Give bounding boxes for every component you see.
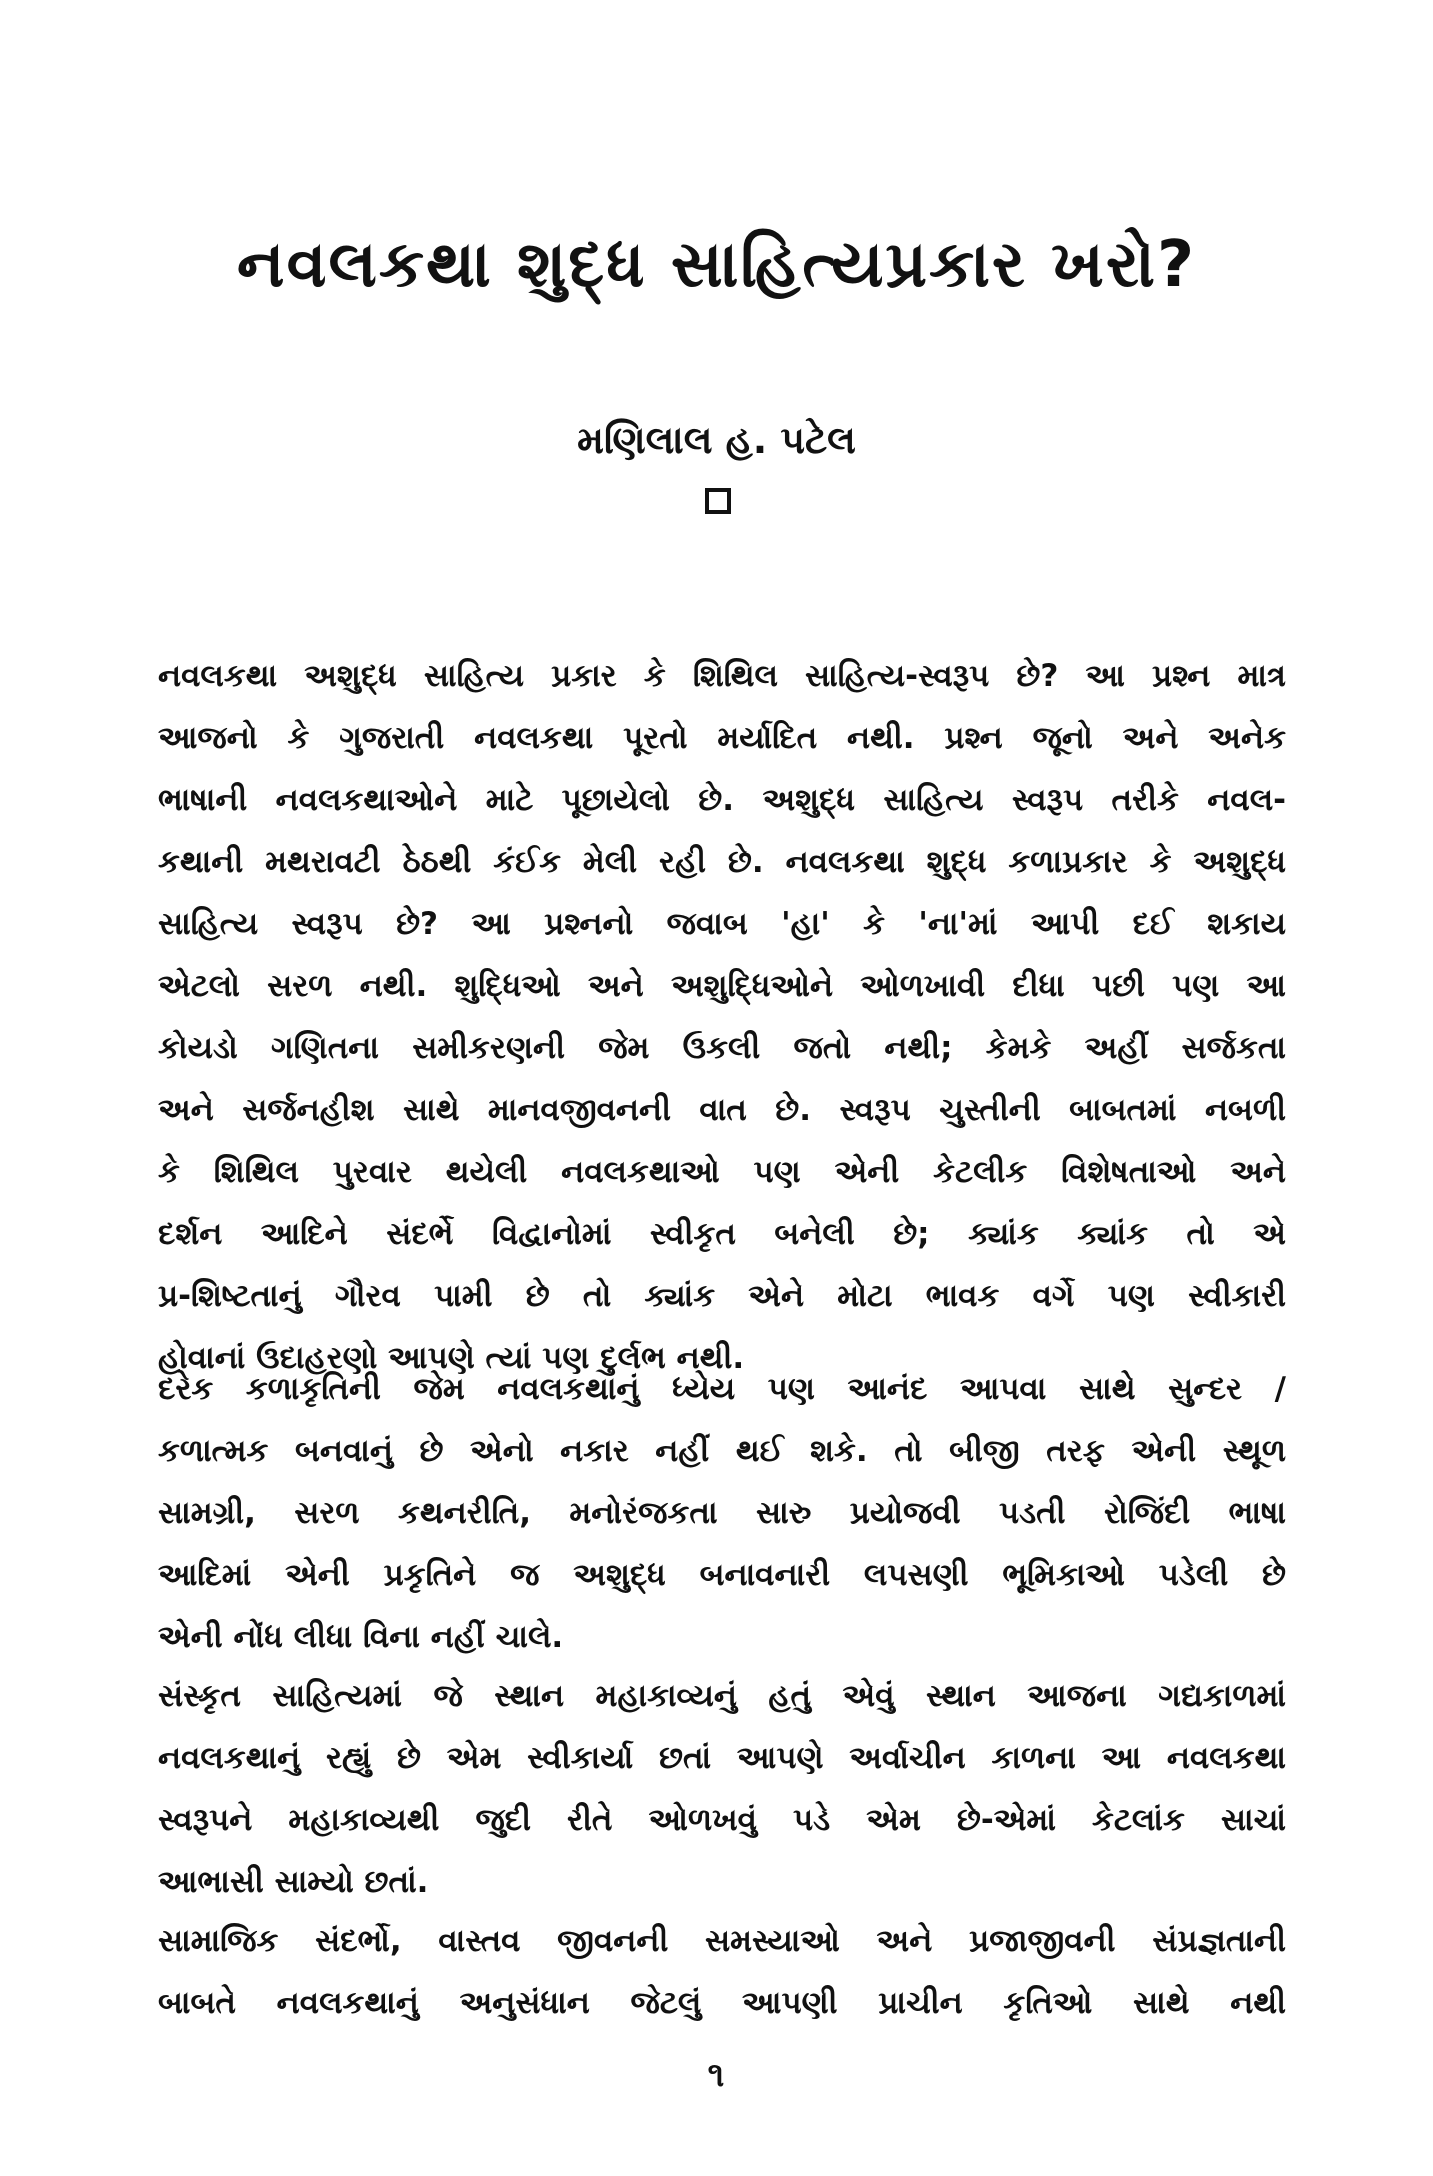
text-line: આજનો કે ગુજરાતી નવલકથા પૂરતો મર્યાદિત નથી. પ્રશ્ન જૂનો અને અનેક [158,720,1286,756]
text-line: કળાત્મક બનવાનું છે એનો નકાર નહીં થઈ શકે. તો બીજી તરફ એની સ્થૂળ [158,1433,1286,1469]
text-line: સામાજિક સંદર્ભો, વાસ્તવ જીવનની સમસ્યાઓ અને પ્રજાજીવની સંપ્રજ્ઞતાની [158,1923,1286,1959]
text-line: દર્શન આદિને સંદર્ભે વિદ્વાનોમાં સ્વીકૃત બનેલી છે; ક્યાંક ક્યાંક તો એ [158,1216,1286,1252]
text-line: કોયડો ગણિતના સમીકરણની જેમ ઉકલી જતો નથી; કેમકે અહીં સર્જકતા [158,1030,1286,1066]
paragraph-3 [158,1665,1286,1913]
page-title: નવલકથા શુદ્ધ સાહિત્યપ્રકાર ખરો? [236,228,1197,302]
text-line: બાબતે નવલકથાનું અનુસંધાન જેટલું આપણી પ્રાચીન કૃતિઓ સાથે નથી [158,1985,1286,2021]
text-line: કથાની મથરાવટી ઠેઠથી કંઈક મેલી રહી છે. નવલકથા શુદ્ધ કળાપ્રકાર કે અશુદ્ધ [158,844,1286,880]
paragraph-4 [158,1910,1286,2034]
section-box-icon [705,488,731,514]
text-line: એની નોંધ લીધા વિના નહીં ચાલે. [158,1619,564,1655]
text-line: નવલકથા અશુદ્ધ સાહિત્ય પ્રકાર કે શિથિલ સાહિત્ય-સ્વરૂપ છે? આ પ્રશ્ન માત્ર [158,658,1286,694]
page-number: ૧ [707,2055,725,2095]
text-line: સામગ્રી, સરળ કથનરીતિ, મનોરંજકતા સારુ પ્રયોજવી પડતી રોજિંદી ભાષા [158,1495,1286,1531]
text-line: અને સર્જનહીશ સાથે માનવજીવનની વાત છે. સ્વરૂપ ચુસ્તીની બાબતમાં નબળી [158,1092,1286,1128]
text-line: પ્ર-શિષ્ટતાનું ગૌરવ પામી છે તો ક્યાંક એને મોટા ભાવક વર્ગે પણ સ્વીકારી [158,1278,1286,1314]
paragraph-1 [158,645,1286,1389]
paragraph-2 [158,1358,1286,1668]
text-line: સ્વરૂપને મહાકાવ્યથી જુદી રીતે ઓળખવું પડે એમ છે-એમાં કેટલાંક સાચાં [158,1802,1286,1838]
text-line: સાહિત્ય સ્વરૂપ છે? આ પ્રશ્નનો જવાબ 'હા' કે 'ના'માં આપી દઈ શકાય [158,906,1286,942]
text-line: દરેક કળાકૃતિની જેમ નવલકથાનું ધ્યેય પણ આનંદ આપવા સાથે સુન્દર / [158,1371,1286,1407]
text-line: હોવાનાં ઉદાહરણો આપણે ત્યાં પણ દુર્લભ નથી. [158,1340,745,1376]
author-name: મણિલાલ હ. પટેલ [577,418,856,462]
text-line: નવલકથાનું રહ્યું છે એમ સ્વીકાર્યા છતાં આપણે અર્વાચીન કાળના આ નવલકથા [158,1740,1286,1776]
text-line: આભાસી સામ્યો છતાં. [158,1864,429,1900]
text-line: સંસ્કૃત સાહિત્યમાં જે સ્થાન મહાકાવ્યનું હતું એવું સ્થાન આજના ગદ્યકાળમાં [158,1678,1286,1714]
text-line: આદિમાં એની પ્રકૃતિને જ અશુદ્ધ બનાવનારી લપસણી ભૂમિકાઓ પડેલી છે [158,1557,1286,1593]
text-line: કે શિથિલ પુરવાર થયેલી નવલકથાઓ પણ એની કેટલીક વિશેષતાઓ અને [158,1154,1286,1190]
text-line: ભાષાની નવલકથાઓને માટે પૂછાયેલો છે. અશુદ્ધ સાહિત્ય સ્વરૂપ તરીકે નવલ- [158,782,1286,818]
text-line: એટલો સરળ નથી. શુદ્ધિઓ અને અશુદ્ધિઓને ઓળખાવી દીધા પછી પણ આ [158,968,1286,1004]
